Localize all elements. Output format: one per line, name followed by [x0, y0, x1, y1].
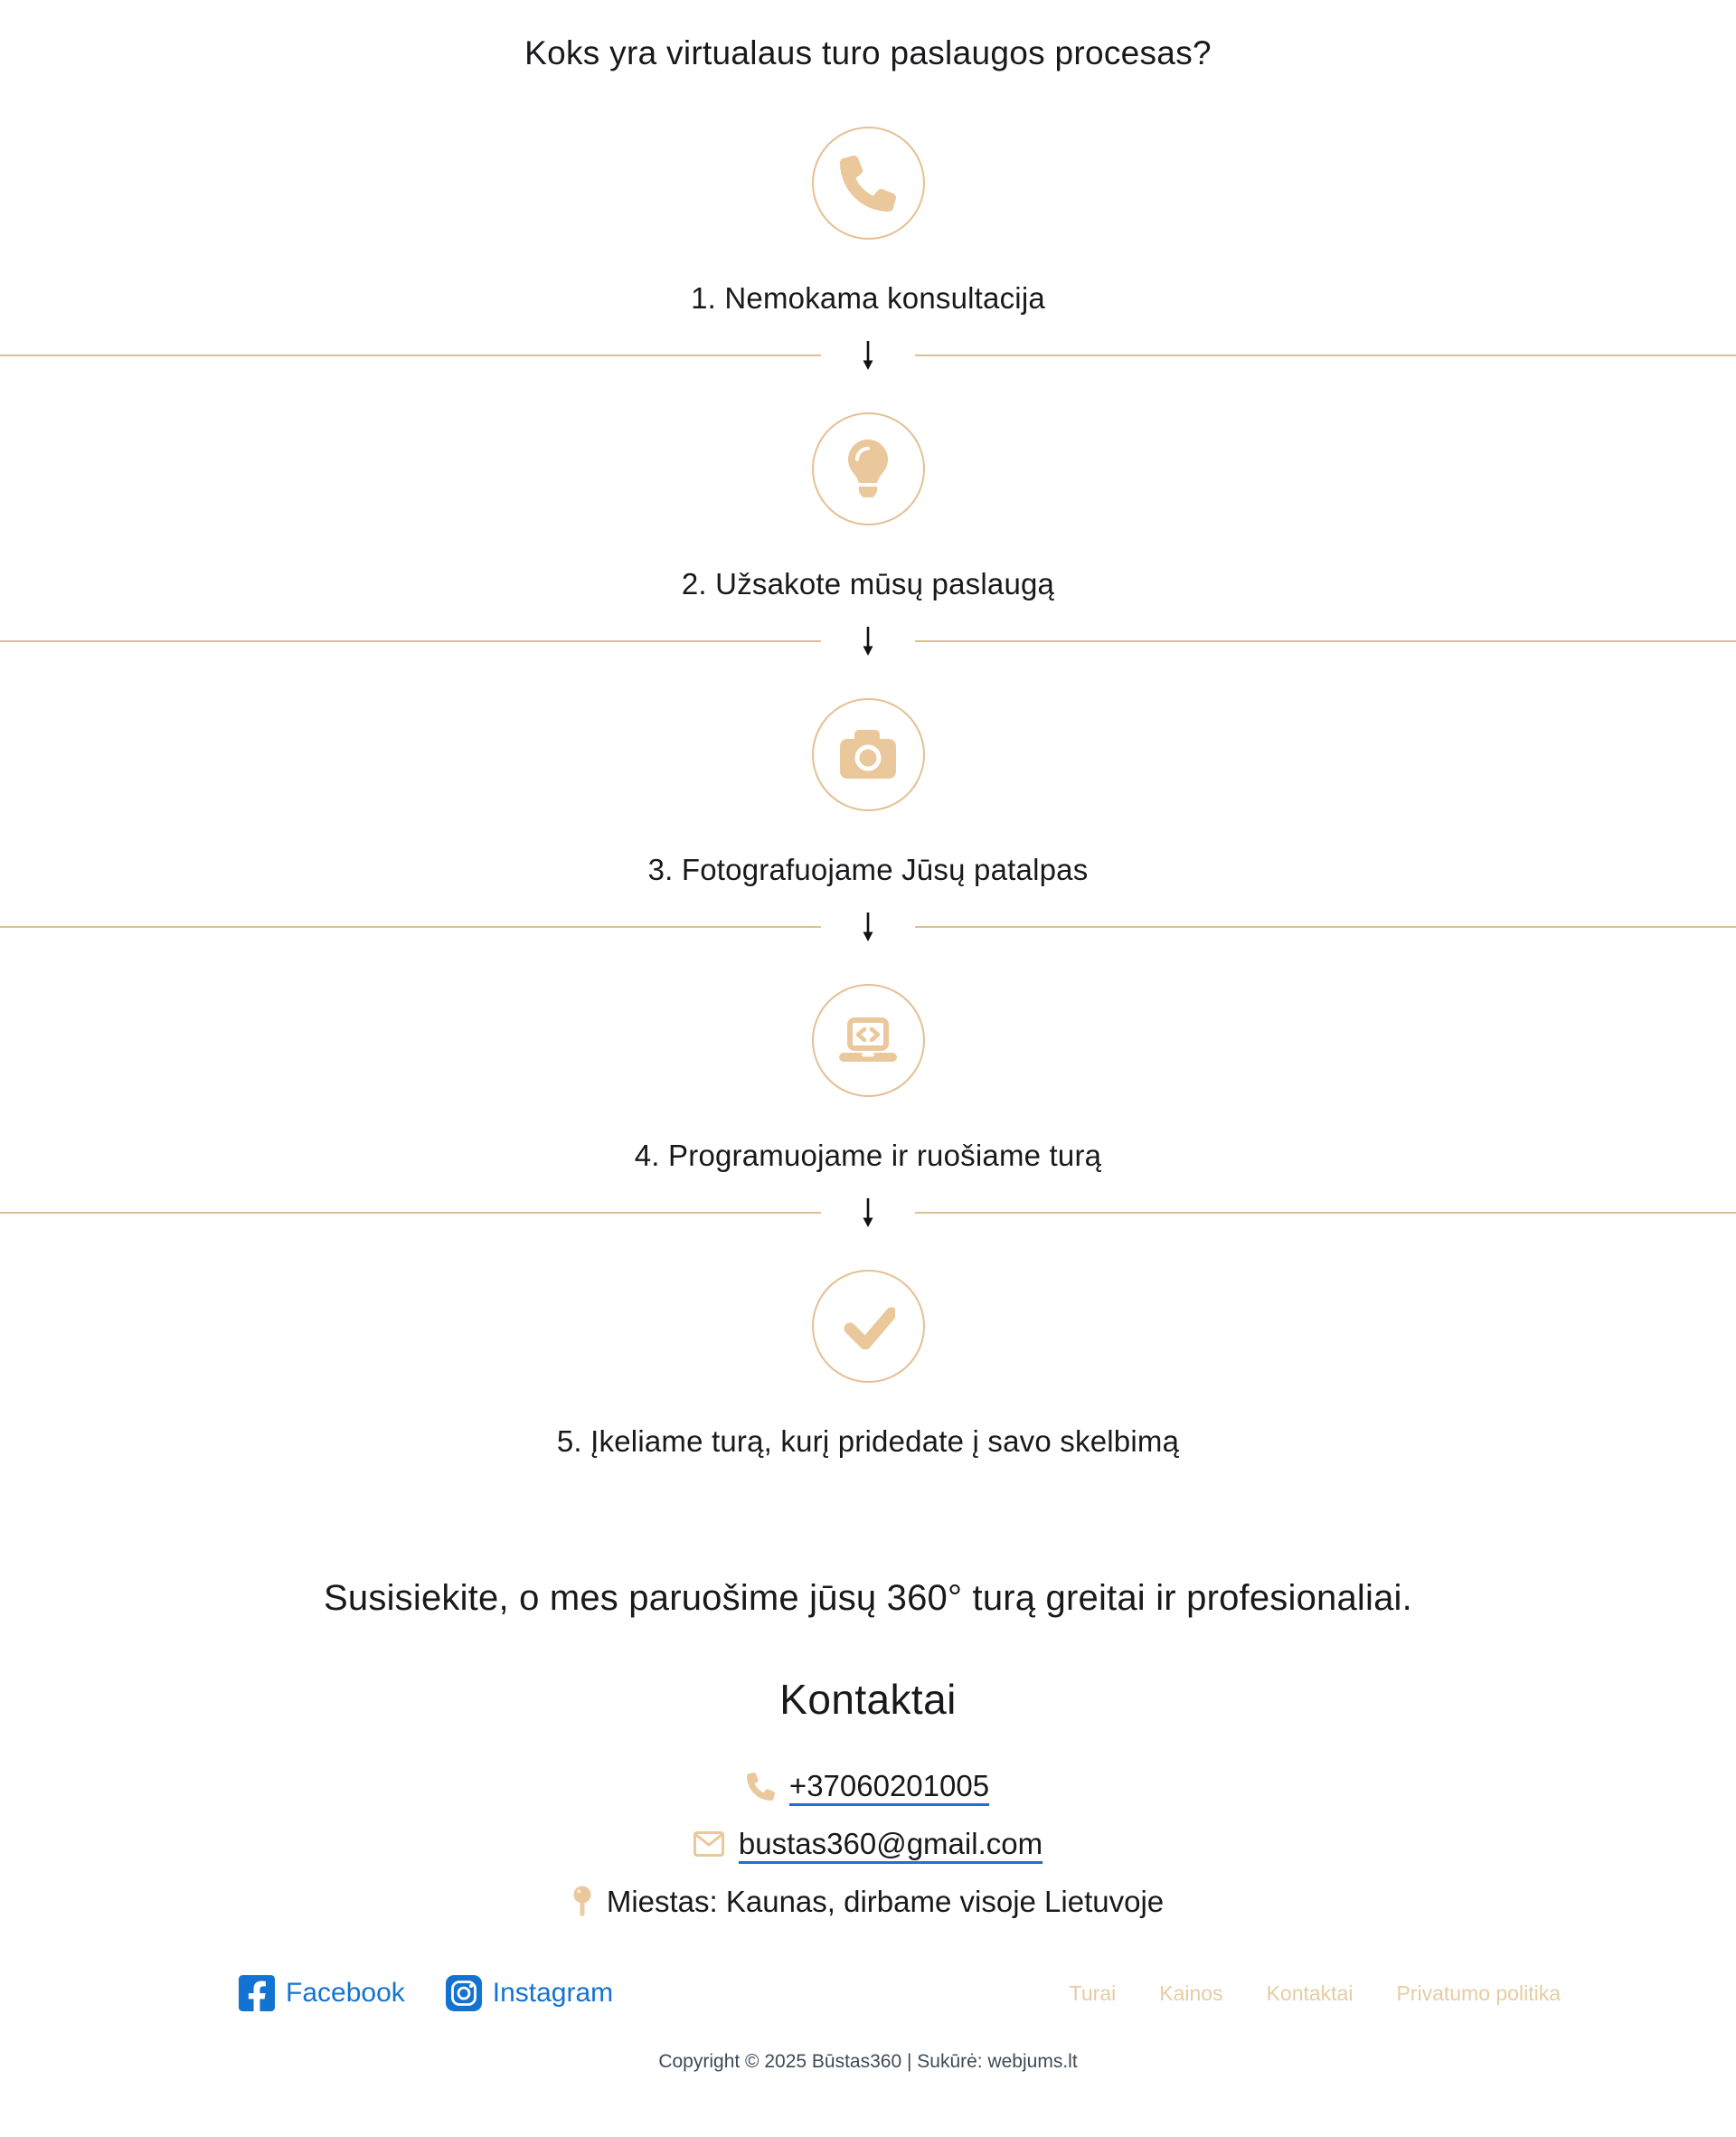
divider-line [0, 640, 821, 642]
envelope-icon [693, 1831, 724, 1857]
arrow-wrap [821, 912, 915, 942]
instagram-icon [446, 1975, 482, 2011]
footer-nav-turai[interactable]: Turai [1069, 1981, 1117, 2005]
step-circle [812, 698, 925, 811]
step-circle [812, 127, 925, 240]
contact-row-phone [747, 1769, 989, 1803]
closing-text: Susisiekite, o mes paruošime jūsų 360° turą greitai ir profesionaliai. [324, 1578, 1412, 1619]
step-1 [0, 127, 1736, 318]
lightbulb-icon [848, 440, 888, 497]
footer-nav-privatumo-politika[interactable]: Privatumo politika [1396, 1981, 1561, 2005]
facebook-link[interactable] [239, 1975, 405, 2011]
step-divider [0, 340, 1736, 371]
divider-line [0, 355, 821, 356]
laptop-code-icon [839, 1017, 897, 1063]
phone-link[interactable]: +37060201005 [788, 1769, 990, 1803]
arrow-down-icon [861, 1197, 875, 1228]
step-divider [0, 912, 1736, 942]
social-links [239, 1975, 613, 2011]
phone-icon [747, 1773, 775, 1801]
step-divider [0, 626, 1736, 657]
camera-icon [840, 730, 896, 779]
step-label: 4. Programuojame ir ruošiame turą [634, 1138, 1102, 1172]
facebook-label: Facebook [286, 1978, 405, 2009]
phone-icon [840, 156, 896, 212]
footer-nav [1070, 1981, 1561, 2006]
contact-row-location [572, 1885, 1164, 1919]
copyright-text: Copyright © 2025 Būstas360 | Sukūrė: webjums.lt [658, 2051, 1078, 2073]
footer-nav-kontaktai[interactable]: Kontaktai [1266, 1981, 1354, 2005]
step-divider [0, 1197, 1736, 1228]
email-link[interactable]: bustas360@gmail.com [738, 1827, 1043, 1861]
arrow-wrap [821, 340, 915, 371]
step-circle [812, 984, 925, 1097]
map-pin-icon [572, 1886, 592, 1918]
page-title: Koks yra virtualaus turo paslaugos procesas? [524, 34, 1212, 71]
facebook-icon [239, 1975, 275, 2011]
instagram-link[interactable] [446, 1975, 613, 2011]
divider-line [915, 355, 1736, 356]
contact-list [0, 1769, 1736, 1919]
contact-row-email [693, 1827, 1043, 1861]
location-text: Miestas: Kaunas, dirbame visoje Lietuvoje [606, 1885, 1165, 1919]
footer-bar [0, 1975, 1736, 2011]
footer-nav-kainos[interactable]: Kainos [1159, 1981, 1223, 2005]
step-label: 5. Įkeliame turą, kurį pridedate į savo skelbimą [556, 1423, 1180, 1458]
step-2 [0, 412, 1736, 604]
arrow-down-icon [861, 340, 875, 371]
divider-line [915, 640, 1736, 642]
divider-line [915, 926, 1736, 928]
step-label: 3. Fotografuojame Jūsų patalpas [647, 852, 1089, 886]
footer [0, 1975, 1736, 2104]
step-label: 2. Užsakote mūsų paslaugą [681, 566, 1055, 600]
contacts-section [0, 1675, 1736, 1919]
divider-line [915, 1212, 1736, 1214]
check-icon [841, 1302, 895, 1349]
step-5 [0, 1270, 1736, 1461]
divider-line [0, 926, 821, 928]
arrow-down-icon [861, 912, 875, 942]
arrow-down-icon [861, 626, 875, 657]
arrow-wrap [821, 626, 915, 657]
contacts-heading: Kontaktai [779, 1676, 957, 1724]
instagram-label: Instagram [492, 1978, 614, 2009]
step-4 [0, 984, 1736, 1176]
arrow-wrap [821, 1197, 915, 1228]
step-label: 1. Nemokama konsultacija [691, 281, 1045, 315]
step-circle [812, 1270, 925, 1383]
step-3 [0, 698, 1736, 890]
step-circle [812, 412, 925, 525]
divider-line [0, 1212, 821, 1214]
